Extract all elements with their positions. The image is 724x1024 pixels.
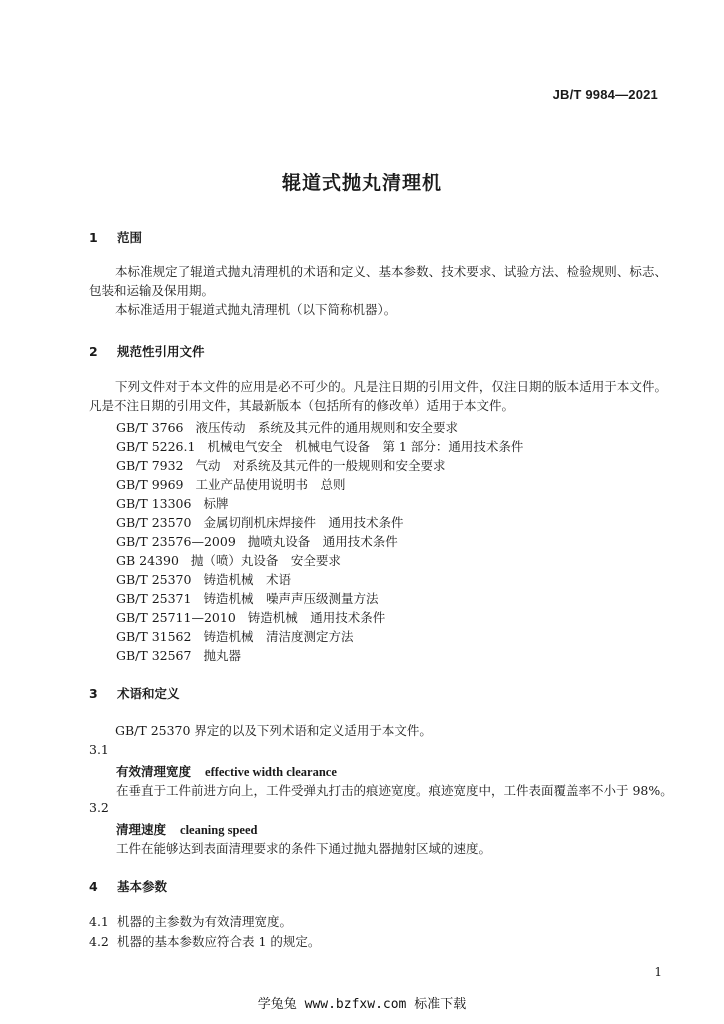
references-intro: 下列文件对于本文件的应用是必不可少的。凡是注日期的引用文件，仅注日期的版本适用于本文件。凡是不注日期的引用文件，其最新版本（包括所有的修改单）适用于本文件。 (89, 379, 667, 413)
reference-item (116, 532, 398, 550)
term-definition: 在垂直于工件前进方向上，工件受弹丸打击的痕迹宽度。痕迹宽度中，工件表面覆盖率不小于 98%。 (116, 783, 673, 798)
reference-title: 标牌 (203, 496, 229, 511)
term-english: cleaning speed (180, 823, 258, 837)
term-english: effective width clearance (205, 765, 337, 779)
clause-text: 机器的主参数为有效清理宽度。 (117, 914, 293, 929)
reference-title: 抛喷丸设备 通用技术条件 (247, 534, 398, 549)
section-3-heading (89, 684, 180, 702)
section-number: 1 (89, 230, 98, 245)
reference-code: GB/T 9969 (116, 477, 184, 492)
section-number: 2 (89, 344, 98, 359)
clause-text: 机器的基本参数应符合表 1 的规定。 (117, 934, 321, 949)
section-title: 范围 (117, 230, 143, 245)
reference-code: GB 24390 (116, 553, 179, 568)
standard-number: JB/T 9984—2021 (552, 87, 658, 102)
reference-item (116, 570, 291, 588)
reference-code: GB/T 25711—2010 (116, 610, 236, 625)
footer-watermark-text: 学兔兔 www.bzfxw.com 标准下载 (257, 997, 467, 1012)
clause-number: 4.2 (89, 934, 109, 949)
clause (89, 932, 320, 950)
reference-item (116, 646, 241, 664)
reference-title: 机械电气安全 机械电气设备 第 1 部分：通用技术条件 (207, 439, 524, 454)
reference-title: 金属切削机床焊接件 通用技术条件 (203, 515, 404, 530)
reference-code: GB/T 7932 (116, 458, 184, 473)
term-number: 3.2 (89, 800, 109, 815)
reference-code: GB/T 3766 (116, 420, 184, 435)
reference-title: 铸造机械 清洁度测定方法 (203, 629, 354, 644)
reference-title: 气动 对系统及其元件的一般规则和安全要求 (195, 458, 446, 473)
reference-code: GB/T 5226.1 (116, 439, 196, 454)
reference-item (116, 513, 403, 531)
scope-paragraph-2: 本标准适用于辊道式抛丸清理机（以下简称机器）。 (115, 302, 397, 317)
reference-title: 铸造机械 术语 (203, 572, 291, 587)
term-number: 3.1 (89, 742, 109, 757)
reference-code: GB/T 23576—2009 (116, 534, 236, 549)
reference-code: GB/T 25370 (116, 572, 192, 587)
term-chinese: 有效清理宽度 (116, 764, 192, 779)
reference-title: 铸造机械 噪声声压级测量方法 (203, 591, 379, 606)
reference-code: GB/T 32567 (116, 648, 192, 663)
terms-intro: GB/T 25370 界定的以及下列术语和定义适用于本文件。 (115, 723, 432, 738)
reference-item (116, 456, 446, 474)
section-title: 规范性引用文件 (117, 344, 205, 359)
reference-item (116, 494, 228, 512)
reference-item (116, 589, 378, 607)
term-name (116, 762, 337, 780)
reference-item (116, 475, 346, 493)
reference-title: 抛（喷）丸设备 安全要求 (190, 553, 341, 568)
reference-item (116, 608, 385, 626)
clause (89, 912, 292, 930)
section-title: 基本参数 (117, 879, 168, 894)
reference-item (116, 437, 523, 455)
term-name (116, 820, 257, 838)
term-chinese: 清理速度 (116, 822, 167, 837)
reference-item (116, 551, 341, 569)
reference-title: 铸造机械 通用技术条件 (247, 610, 386, 625)
reference-code: GB/T 25371 (116, 591, 192, 606)
reference-title: 抛丸器 (203, 648, 241, 663)
section-number: 4 (89, 879, 98, 894)
reference-title: 液压传动 系统及其元件的通用规则和安全要求 (195, 420, 459, 435)
reference-title: 工业产品使用说明书 总则 (195, 477, 346, 492)
clause-number: 4.1 (89, 914, 109, 929)
section-1-heading (89, 228, 142, 246)
reference-code: GB/T 23570 (116, 515, 192, 530)
page-number: 1 (654, 965, 662, 979)
section-2-heading (89, 342, 205, 360)
reference-item (116, 418, 458, 436)
section-title: 术语和定义 (117, 686, 180, 701)
term-definition: 工件在能够达到表面清理要求的条件下通过抛丸器抛射区域的速度。 (116, 841, 492, 856)
reference-code: GB/T 13306 (116, 496, 192, 511)
document-title: 辊道式抛丸清理机 (281, 172, 442, 194)
reference-item (116, 627, 353, 645)
reference-code: GB/T 31562 (116, 629, 192, 644)
section-number: 3 (89, 686, 98, 701)
section-4-heading (89, 877, 167, 895)
scope-paragraph-1: 本标准规定了辊道式抛丸清理机的术语和定义、基本参数、技术要求、试验方法、检验规则、标志、包装和运输及保用期。 (89, 264, 667, 298)
